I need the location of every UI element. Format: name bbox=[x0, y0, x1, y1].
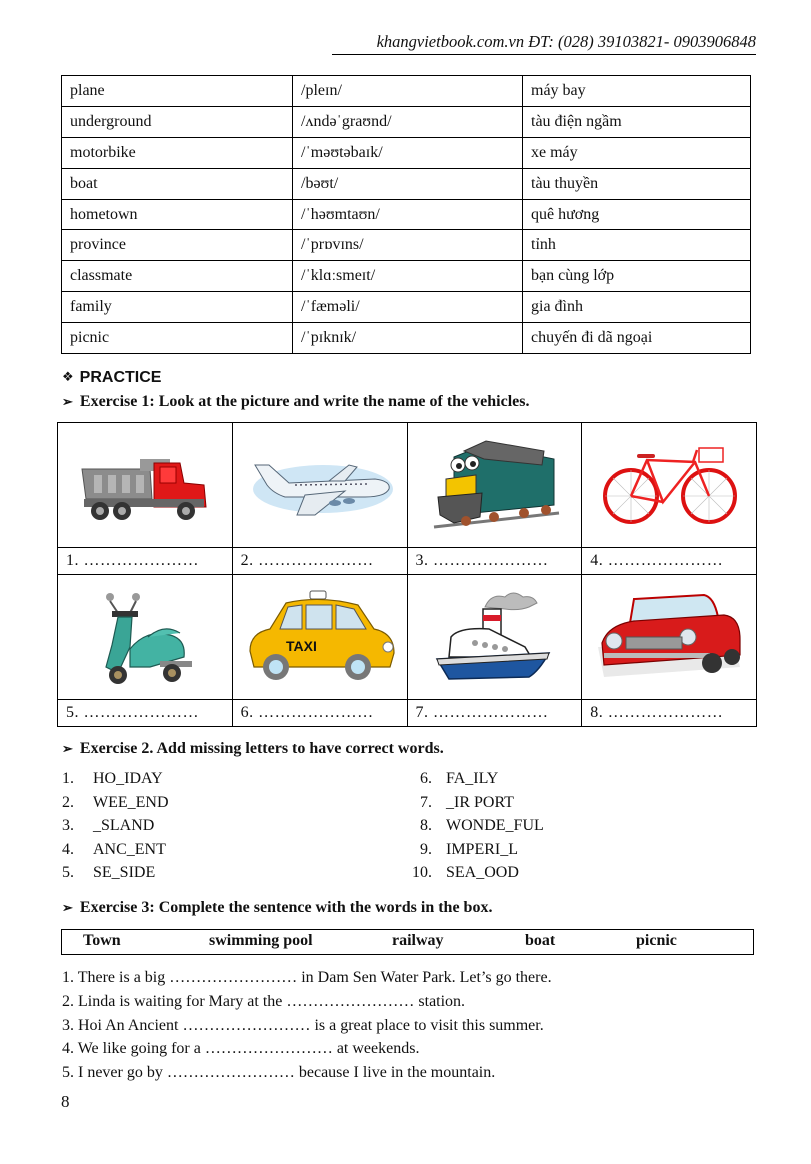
meaning-cell: gia đình bbox=[523, 292, 751, 323]
ipa-cell: /ˈprɒvɪns/ bbox=[293, 230, 523, 261]
word-cell: classmate bbox=[62, 261, 293, 292]
answer-blank-7[interactable]: 7. ………………… bbox=[407, 700, 582, 727]
meaning-cell: tàu điện ngầm bbox=[523, 106, 751, 137]
bicycle-icon bbox=[599, 440, 739, 530]
practice-heading bbox=[62, 369, 161, 387]
sentence-item: 4. We like going for a …………………… at weekends. bbox=[62, 1040, 420, 1058]
word-cell: picnic bbox=[62, 323, 293, 354]
list-item: 9. IMPERI_L bbox=[420, 840, 518, 858]
missing-letter-word: _SLAND bbox=[93, 817, 155, 835]
taxi-image bbox=[232, 575, 407, 700]
list-item: 10. SEA_OOD bbox=[412, 864, 519, 882]
vehicle-picture-grid bbox=[57, 422, 757, 727]
scooter-image bbox=[58, 575, 233, 700]
page-number: 8 bbox=[61, 1092, 70, 1111]
missing-letter-word: IMPERI_L bbox=[446, 840, 518, 858]
ipa-cell: /bəʊt/ bbox=[293, 168, 523, 199]
word-cell: family bbox=[62, 292, 293, 323]
table-row bbox=[62, 230, 751, 261]
ipa-cell: /ˈpɪknɪk/ bbox=[293, 323, 523, 354]
exercise2-right-column bbox=[394, 768, 544, 886]
table-row bbox=[62, 292, 751, 323]
table-row bbox=[62, 261, 751, 292]
list-item: 2. WEE_END bbox=[62, 793, 169, 811]
car-image bbox=[582, 575, 757, 700]
word-cell: boat bbox=[62, 168, 293, 199]
word-box-item: boat bbox=[525, 932, 556, 949]
sentence-item: 3. Hoi An Ancient …………………… is a great place to visit this summer. bbox=[62, 1016, 544, 1034]
missing-letter-word: HO_IDAY bbox=[93, 770, 163, 787]
arrow-bullet-icon: ➢ bbox=[62, 394, 73, 409]
ipa-cell: /ˈhəʊmtaʊn/ bbox=[293, 199, 523, 230]
exercise3-title-text: Exercise 3: Complete the sentence with the words in the box. bbox=[79, 899, 493, 916]
ship-image bbox=[407, 575, 582, 700]
exercise1-title bbox=[62, 393, 529, 411]
missing-letter-word: SE_SIDE bbox=[93, 864, 156, 882]
exercise2-title bbox=[62, 740, 444, 758]
scooter-icon bbox=[90, 587, 200, 687]
table-row bbox=[62, 106, 751, 137]
airplane-icon bbox=[245, 445, 395, 525]
missing-letter-word: _IR PORT bbox=[446, 793, 514, 811]
sentence-item: 2. Linda is waiting for Mary at the …………………… station. bbox=[62, 992, 466, 1010]
sentence-item: 5. I never go by …………………… because I live in the mountain. bbox=[62, 1064, 496, 1082]
missing-letter-word: FA_ILY bbox=[446, 770, 499, 787]
dump-truck-icon bbox=[80, 445, 210, 525]
exercise3-title bbox=[62, 899, 492, 917]
answer-blank-8[interactable]: 8. ………………… bbox=[582, 700, 757, 727]
meaning-cell: quê hương bbox=[523, 199, 751, 230]
missing-letter-word: SEA_OOD bbox=[446, 864, 519, 882]
ipa-cell: /ʌndəˈgraʊnd/ bbox=[293, 106, 523, 137]
list-item: 7. _IR PORT bbox=[420, 793, 514, 811]
answer-blank-6[interactable]: 6. ………………… bbox=[232, 700, 407, 727]
word-cell: underground bbox=[62, 106, 293, 137]
airplane-image bbox=[232, 423, 407, 548]
table-row bbox=[62, 137, 751, 168]
list-item: 1. HO_IDAY bbox=[62, 770, 163, 787]
missing-letter-word: ANC_ENT bbox=[93, 840, 166, 858]
missing-letter-word: WONDE_FUL bbox=[446, 817, 544, 835]
ipa-cell: /ˈməʊtəbaɪk/ bbox=[293, 137, 523, 168]
page-header: khangvietbook.com.vn ĐT: (028) 39103821- 0903906848 bbox=[332, 31, 756, 55]
meaning-cell: tàu thuyền bbox=[523, 168, 751, 199]
ship-icon bbox=[429, 587, 559, 687]
exercise2-title-text: Exercise 2. Add missing letters to have correct words. bbox=[79, 740, 444, 757]
arrow-bullet-icon: ➢ bbox=[62, 900, 73, 915]
meaning-cell: bạn cùng lớp bbox=[523, 261, 751, 292]
answer-blank-5[interactable]: 5. ………………… bbox=[58, 700, 233, 727]
diamond-bullet-icon: ❖ bbox=[62, 369, 74, 384]
word-box-item: picnic bbox=[636, 932, 677, 949]
word-cell: hometown bbox=[62, 199, 293, 230]
word-cell: province bbox=[62, 230, 293, 261]
list-item: 8. WONDE_FUL bbox=[420, 817, 544, 835]
dump-truck-image bbox=[58, 423, 233, 548]
car-icon bbox=[594, 587, 744, 687]
train-icon bbox=[424, 435, 564, 535]
word-box-item: Town bbox=[83, 932, 121, 949]
list-item: 3. _SLAND bbox=[62, 817, 155, 835]
missing-letter-word: WEE_END bbox=[93, 793, 169, 811]
word-cell: motorbike bbox=[62, 137, 293, 168]
exercise1-title-text: Exercise 1: Look at the picture and write the name of the vehicles. bbox=[79, 393, 530, 410]
word-cell: plane bbox=[62, 76, 293, 107]
list-item: 4. ANC_ENT bbox=[62, 840, 166, 858]
arrow-bullet-icon: ➢ bbox=[62, 741, 73, 756]
svg-text:TAXI: TAXI bbox=[285, 638, 317, 654]
meaning-cell: tỉnh bbox=[523, 230, 751, 261]
word-box-item: railway bbox=[392, 932, 444, 949]
answer-blank-4[interactable]: 4. ………………… bbox=[582, 548, 757, 575]
practice-title: PRACTICE bbox=[79, 369, 162, 386]
meaning-cell: máy bay bbox=[523, 76, 751, 107]
ipa-cell: /ˈfæməli/ bbox=[293, 292, 523, 323]
word-box bbox=[61, 929, 754, 955]
table-row bbox=[62, 323, 751, 354]
list-item: 5. SE_SIDE bbox=[62, 864, 156, 882]
table-row bbox=[62, 199, 751, 230]
answer-blank-2[interactable]: 2. ………………… bbox=[232, 548, 407, 575]
ipa-cell: /pleɪn/ bbox=[293, 76, 523, 107]
table-row bbox=[62, 168, 751, 199]
answer-blank-3[interactable]: 3. ………………… bbox=[407, 548, 582, 575]
exercise3-sentences bbox=[62, 967, 552, 1086]
answer-blank-1[interactable]: 1. ………………… bbox=[58, 548, 233, 575]
meaning-cell: xe máy bbox=[523, 137, 751, 168]
exercise2-left-column bbox=[62, 768, 169, 886]
bicycle-image bbox=[582, 423, 757, 548]
list-item: 6. FA_ILY bbox=[420, 770, 499, 787]
sentence-item: 1. There is a big …………………… in Dam Sen Water Park. Let’s go there. bbox=[62, 969, 552, 986]
word-box-item: swimming pool bbox=[209, 932, 313, 949]
train-image bbox=[407, 423, 582, 548]
vocabulary-table bbox=[61, 75, 751, 354]
taxi-icon bbox=[240, 587, 400, 687]
meaning-cell: chuyến đi dã ngoại bbox=[523, 323, 751, 354]
ipa-cell: /ˈklɑːsmeɪt/ bbox=[293, 261, 523, 292]
table-row bbox=[62, 76, 751, 107]
